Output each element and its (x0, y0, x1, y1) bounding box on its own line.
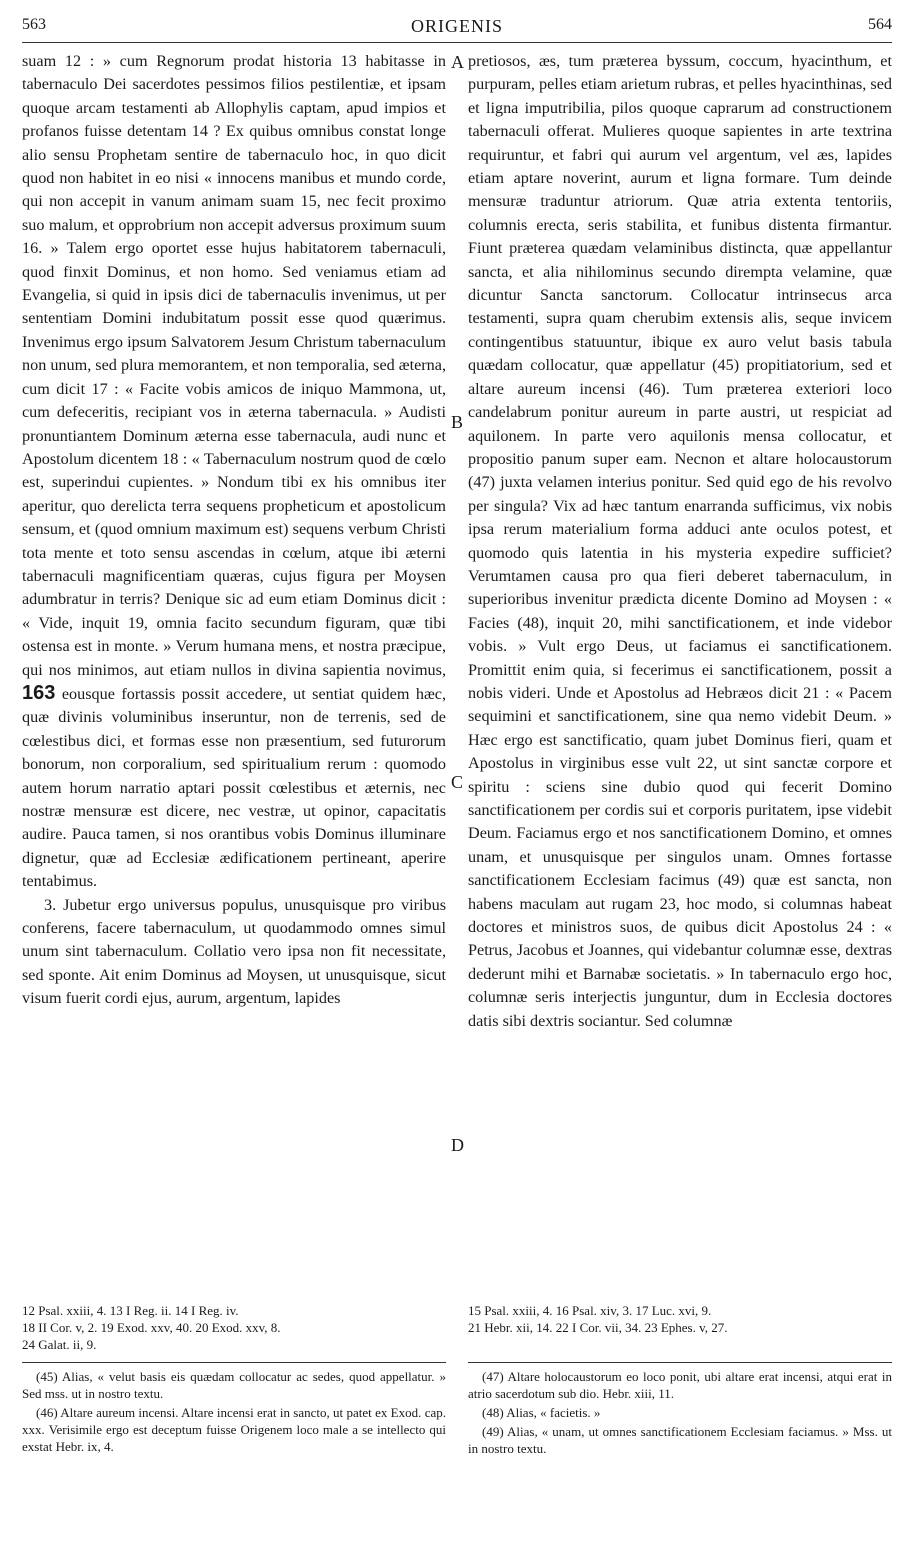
margin-letter-d: D (451, 1135, 464, 1155)
paragraph (22, 50, 446, 894)
margin-letter-a: A (451, 52, 464, 72)
reference-line: 12 Psal. xxiii, 4. 13 I Reg. ii. 14 I Reg. iv. (22, 1303, 239, 1318)
reference-line: 24 Galat. ii, 9. (22, 1337, 97, 1352)
footnote: (45) Alias, « velut basis eis quædam collocatur ac sedes, quod appellatur. » Sed mss. ut in nostro textu. (22, 1369, 446, 1401)
footnote: (49) Alias, « unam, ut omnes sanctificationem Ecclesiam faciamus. » Mss. ut in nostro textu. (468, 1424, 892, 1456)
paragraph: pretiosos, æs, tum præterea byssum, coccum, hyacinthum, et purpuram, pelles etiam arietum rubras, et pelles hyacinthinas, sed et ligna imputribilia, pilos quoque caprarum ad constructionem tabernaculi offerat. Mulieres quoque sapientes in arte textrina requiruntur, et fabri qui aurum vel argentum, vel æs, lapides etiam aptare noverint, aurum et ligna formare. Tum deinde mensuræ traduntur atriorum. Quæ atria extenta tentoriis, columnis erecta, seris stabilita, et funibus distenta firmantur. Fiunt præterea quædam velaminibus distincta, quæ appellantur sancta, et alia nihilominus secundo dirempta velamine, quæ dicuntur Sancta sanctorum. Collocatur intrinsecus arca testamenti, supra quam cherubim extensis alis, seque invicem contingentibus statuuntur, ibique ex auro velut basis tabula quædam collocatur, quæ appellatur (45) propitiatorium, sed et altare aureum incensi (46). Tum præterea exteriori loco candelabrum ponitur aureum in parte austri, ut respiciat ad aquilonem. In parte vero aquilonis mensa collocatur, et propositio panum super eam. Necnon et altare holocaustorum (47) juxta velamen interius ponitur. Sed quid ego de his revolvo per singula? Vix ad hæc tantum enarranda sufficimus, vix nobis ipsa rerum materialium forma adduci ante oculos potest, et quomodo quis latentia in his mysteria expedire sufficiet? Verumtamen causa pro qua fieri deberet tabernaculum, in superioribus invenitur prædicta dicente Domino ad Moysen : « Facies (48), inquit 20, mihi sanctificationem, et inde videbor vobis. » Vult ergo Deus, ut faciamus ei sanctificationem. Promittit enim quia, si fecerimus ei sanctificationem, possit a nobis videri. Unde et Apostolus ad Hebræos dicit 21 : « Pacem sequimini et sanctificationem, sine qua nemo videbit Deum. » Hæc ergo est sanctificatio, quam jubet Dominus fieri, quam et Apostolus in virginibus esse vult 22, ut sint sanctæ corpore et spiritu : sciens sine dubio quod qui fecerit Domino sanctificationem per cordis sui et corporis puritatem, ipse videbit Deum. Faciamus ergo et nos sanctificationem Domino, et omnes unam, et unusquisque per singulos unam. Omnes fortasse sanctificationem Ecclesiam facimus (49) quæ est sancta, non habens maculam aut rugam 23, hoc modo, si columnas habeat doctores et ministros suos, de quibus dicit Apostolus 24 : « Petrus, Jacobus et Joannes, qui videbantur columnæ esse, dextras dederunt mihi et Barnabæ societatis. » In tabernaculo ergo hoc, columnæ seris interjectis junguntur, dum in Ecclesia doctores datis sibi dextris sociantur. Sed columnæ (468, 52, 892, 1030)
footnote: (47) Altare holocaustorum eo loco ponit, ubi altare erat incensi, atqui erat in atrio sacerdotum sub dio. Hebr. xiii, 11. (468, 1369, 892, 1401)
margin-letter-c: C (451, 772, 464, 792)
scripture-references-right (468, 1302, 892, 1336)
reference-line: 18 II Cor. v, 2. 19 Exod. xxv, 40. 20 Exod. xxv, 8. (22, 1320, 281, 1335)
reference-line: 21 Hebr. xii, 14. 22 I Cor. vii, 34. 23 Ephes. v, 27. (468, 1320, 728, 1335)
page-number-left: 563 (22, 16, 46, 33)
notes-divider-right (468, 1362, 892, 1363)
notes-divider-left (22, 1362, 446, 1363)
footnotes-left (22, 1368, 446, 1457)
footnotes-right (468, 1368, 892, 1459)
page-number-right: 564 (868, 16, 892, 33)
page-header (22, 16, 892, 43)
right-column (468, 50, 892, 1302)
paragraph: 3. Jubetur ergo universus populus, unusquisque pro viribus conferens, facere tabernaculum, ut quodammodo omnes simul unum sint tabernaculum. Collatio vero ipsa non fit necessitate, sed sponte. Ait enim Dominus ad Moysen, ut unusquisque, sicut visum fuerit cordi ejus, aurum, argentum, lapides (22, 895, 446, 1008)
margin-letter-b: B (451, 412, 464, 432)
right-column-text (468, 50, 892, 1302)
marginal-number: 163 (22, 681, 56, 704)
footnote: (48) Alias, « facietis. » (482, 1405, 601, 1420)
paragraph-text: eousque fortassis possit accedere, ut sentiat quidem hæc, quæ divinis voluminibus inseruntur, non de terrenis, sed de cœlestibus dici, et formas esse non præsentium, sed futurorum bonorum, non corporalium, sed spiritualium rerum : quomodo autem horum narratio aptari possit cœlestibus et æternis, nec nostræ mensuræ est dicere, nec vestræ, ut opinor, capacitatis audire. Pauca tamen, si nos orantibus vobis Dominus illuminare dignetur, quæ ad Ecclesiæ ædificationem pertineant, aperire tentabimus. (22, 684, 446, 891)
footnote: (46) Altare aureum incensi. Altare incensi erat in sancto, ut patet ex Exod. cap. xxx. Verisimile ergo est deceptum fuisse Origenem loco male a se intellecto qui exstat Hebr. ix, 4. (22, 1405, 446, 1454)
left-column (22, 50, 446, 1302)
paragraph-text: suam 12 : » cum Regnorum prodat historia 13 habitasse in tabernaculo Dei sacerdotes pessimos filios pestilentiæ, et ipsam quoque arcam testamenti ab Allophylis captam, apud impios et profanos fuisse detentam 14 ? Ex quibus omnibus constat longe alio sensu Prophetam sentire de tabernaculo hoc, in quo dicit quod non habitet in eo nisi « innocens manibus et mundo corde, qui non accepit in vanum animam suam 15, nec fecit proximo suo malum, et opprobrium non accepit adversus proximum suum 16. » Talem ergo oportet esse hujus habitatorem tabernaculi, quod finxit Dominus, et non homo. Sed veniamus etiam ad Evangelia, si quid in ipsis dici de tabernaculis invenimus, ut per sententiam Domini indubitatum possit esse quod quærimus. Invenimus ergo ipsum Salvatorem Jesum Christum tabernaculum non unum, sed plura memorantem, et non temporalia, sed æterna, cum dicit 17 : « Facite vobis amicos de iniquo Mammona, ut, cum defeceritis, recipiant vos in æterna tabernacula. » Audisti pronuntiantem Dominum æterna esse tabernacula, audi nunc et Apostolum dicentem 18 : « Tabernaculum nostrum quod de cœlo est, superindui cupientes. » Nondum tibi ex his omnibus iter aperitur, quo derelicta terra sequens propheticum et apostolicum sensum, et (quod omnium maximum est) sequens verbum Christi tota mente et toto sensu ascendas in cœlum, atque ibi æterni tabernaculi magnificentiam quæras, cujus figura per Moysen adumbratur in terris? Denique sic ad eum etiam Dominus dicit : « Vide, inquit 19, omnia facito secundum figuram, quæ tibi ostensa est in monte. » Verum humana mens, et nostra præcipue, qui nos minimos, aut etiam nullos in divina sapientia novimus, (22, 52, 446, 679)
reference-line: 15 Psal. xxiii, 4. 16 Psal. xiv, 3. 17 Luc. xvi, 9. (468, 1303, 712, 1318)
running-title: ORIGENIS (411, 16, 503, 36)
left-column-text (22, 50, 446, 1302)
scripture-references-left (22, 1302, 446, 1353)
